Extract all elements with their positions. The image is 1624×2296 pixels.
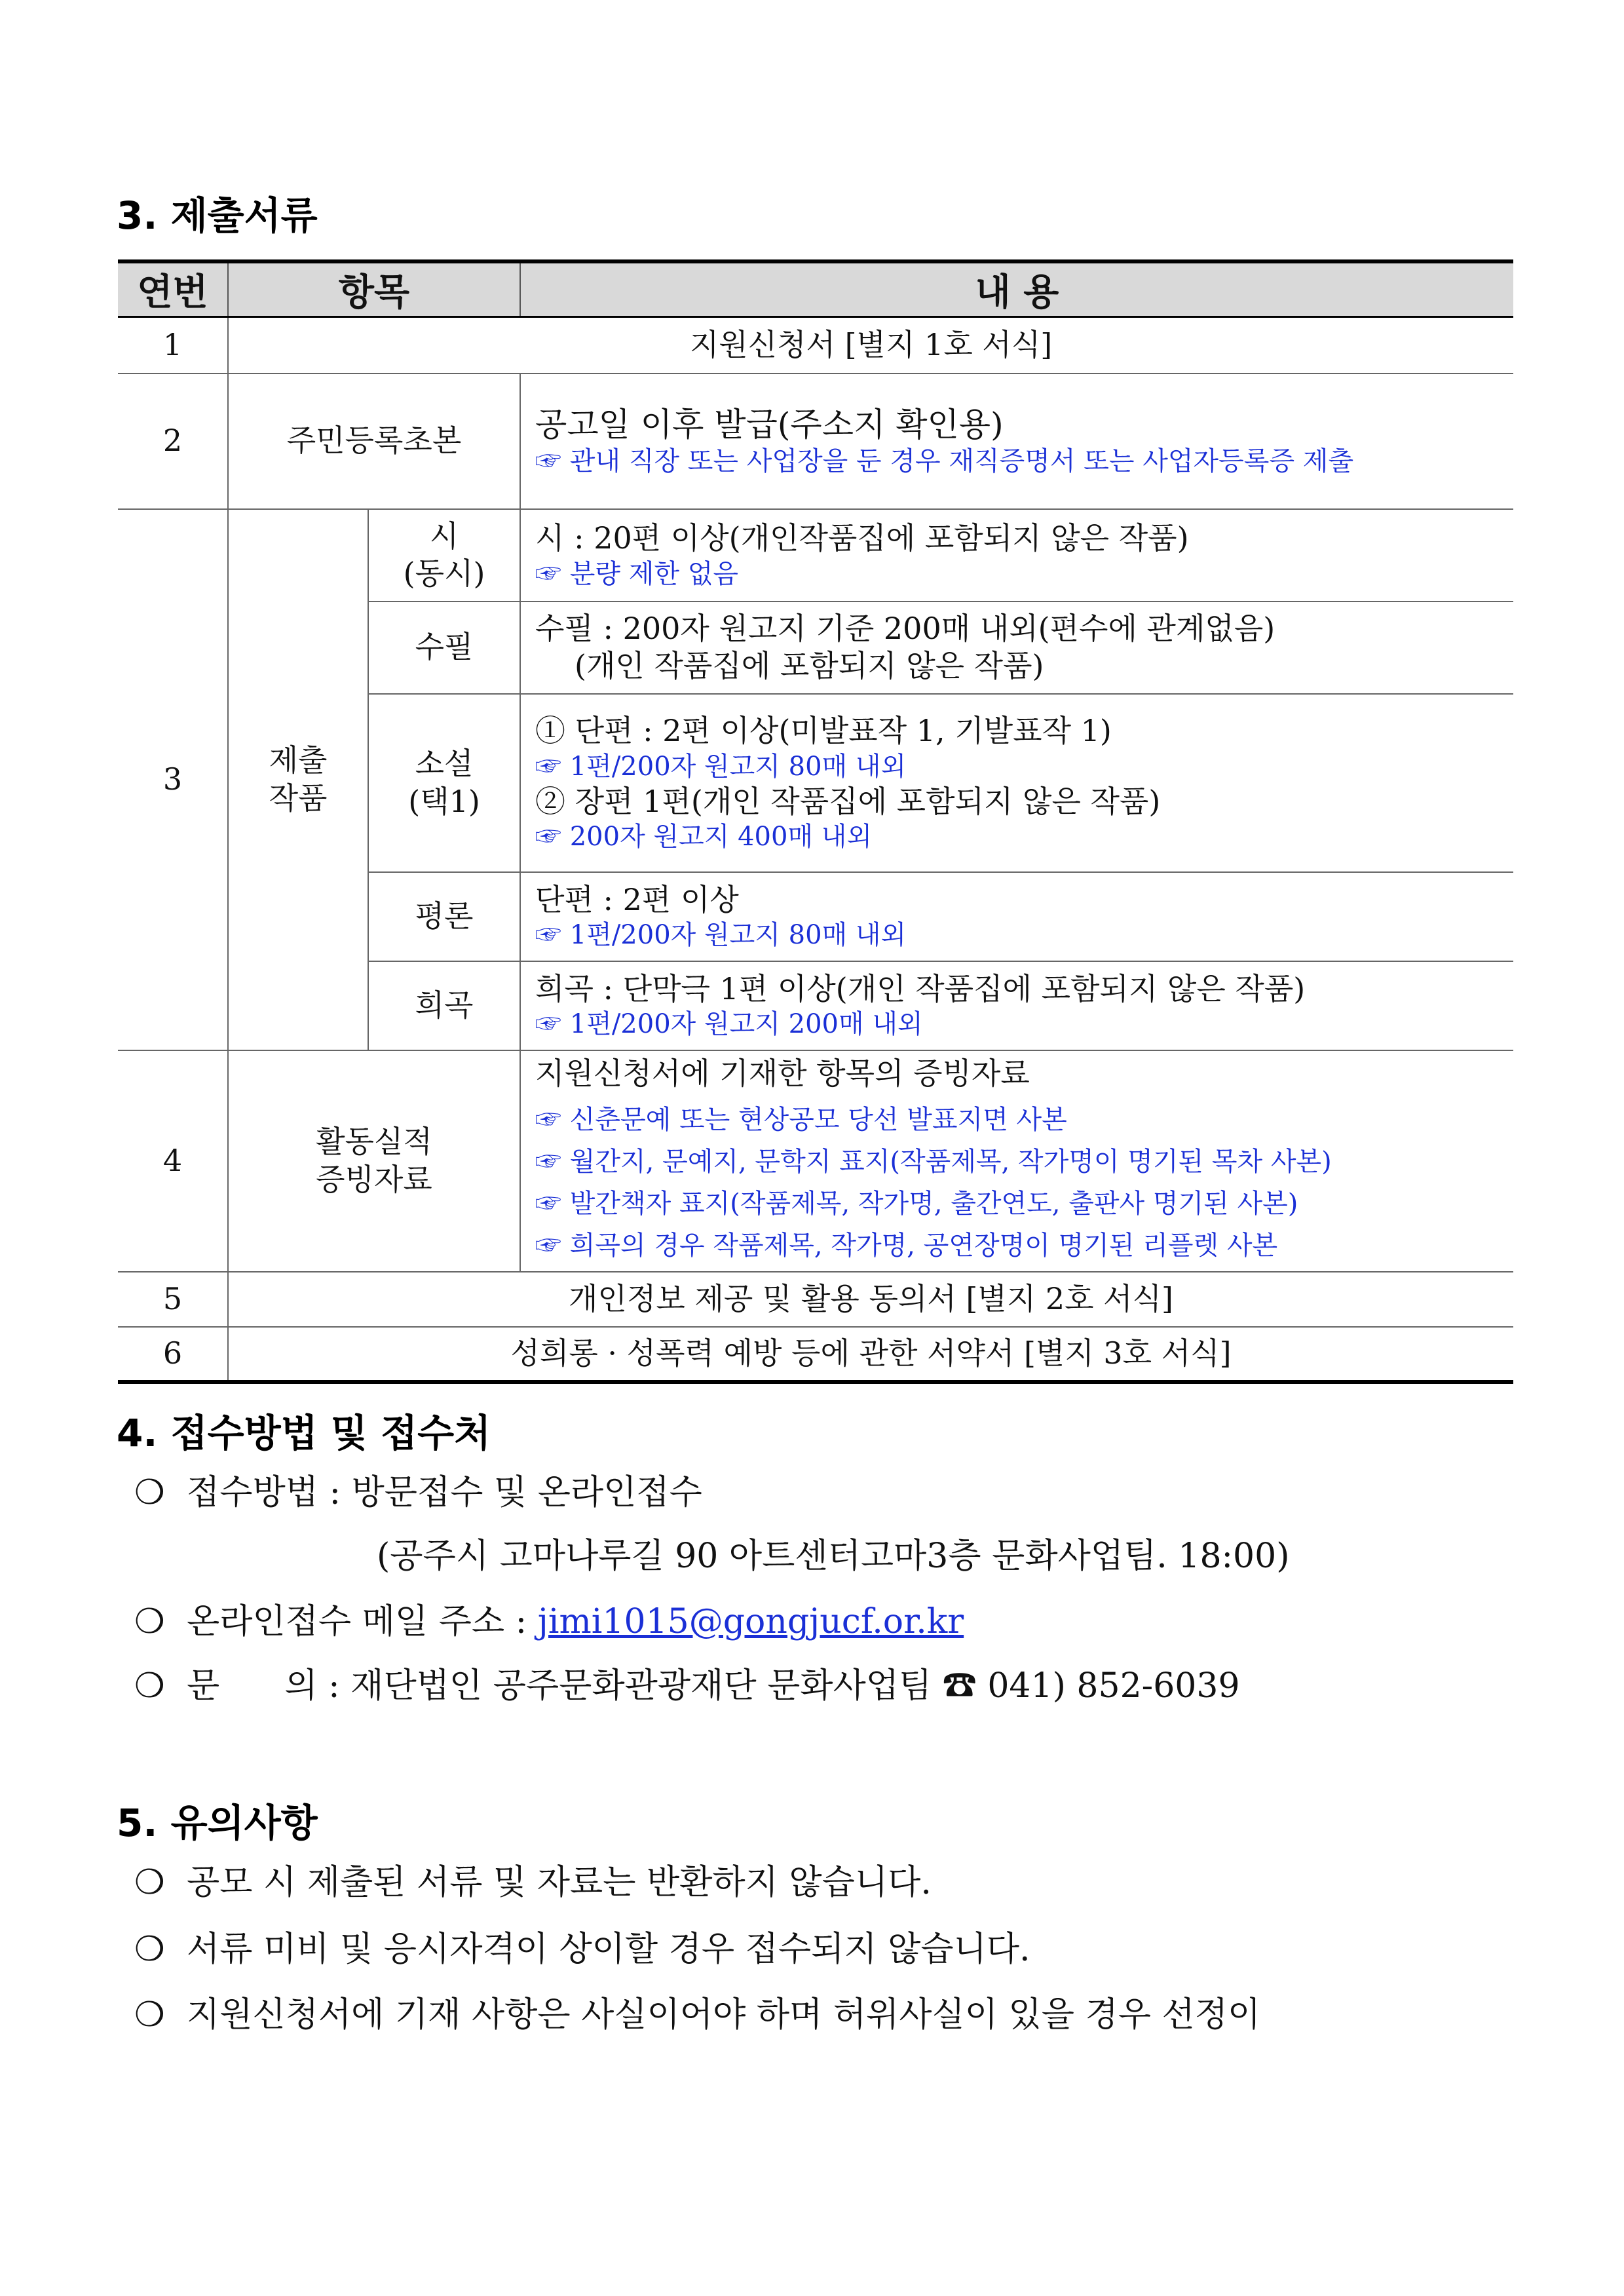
- sub-item-drama: 희곡: [368, 961, 520, 1050]
- table-row: [118, 317, 1513, 373]
- content-note: ☞ 희곡의 경우 작품제목, 작가명, 공연장명이 명기된 리플렛 사본: [535, 1231, 1278, 1261]
- notice-text: 서류 미비 및 응시자격이 상이할 경우 접수되지 않습니다.: [187, 1930, 1030, 1969]
- section-3-title: 3. 제출서류: [117, 193, 318, 238]
- sub-item-label: 시: [429, 518, 459, 554]
- content-line: (개인 작품집에 포함되지 않은 작품): [575, 648, 1044, 683]
- table-row: [118, 373, 1513, 509]
- row-content: 개인정보 제공 및 활용 동의서 [별지 2호 서식]: [228, 1272, 1513, 1327]
- notice-text: 공모 시 제출된 서류 및 자료는 반환하지 않습니다.: [187, 1863, 932, 1902]
- content-line: 공고일 이후 발급(주소지 확인용): [535, 405, 1004, 444]
- table-row: [118, 509, 1513, 602]
- content-note: ☞ 분량 제한 없음: [535, 558, 738, 589]
- content-line: 희곡 : 단막극 1편 이상(개인 작품집에 포함되지 않은 작품): [535, 970, 1306, 1006]
- notice-item: [134, 1987, 1260, 2036]
- row-no: 4: [118, 1050, 228, 1272]
- row-content: [520, 961, 1513, 1050]
- method-value: 방문접수 및 온라인접수: [351, 1473, 702, 1512]
- notice-item: [134, 1854, 932, 1904]
- inquiry-line: [134, 1658, 1240, 1707]
- row-no: 1: [118, 317, 228, 373]
- circle-bullet-icon: ❍: [134, 1930, 165, 1969]
- header-no: 연번: [118, 261, 228, 317]
- row-content: 성희롱 · 성폭력 예방 등에 관한 서약서 [별지 3호 서식]: [228, 1327, 1513, 1382]
- sub-item-poem: [368, 509, 520, 602]
- item-label: 활동실적: [316, 1124, 432, 1159]
- content-note: ☞ 200자 원고지 400매 내외: [535, 822, 873, 852]
- content-line: ① 단편 : 2편 이상(미발표작 1, 기발표작 1): [535, 713, 1112, 748]
- inquiry-label: 문 의 :: [187, 1666, 340, 1706]
- row-content: [520, 602, 1513, 694]
- section-4-title: 4. 접수방법 및 접수처: [117, 1411, 491, 1455]
- table-row: [118, 1050, 1513, 1272]
- email-line: [134, 1594, 964, 1643]
- header-content: 내 용: [520, 261, 1513, 317]
- sub-item-criticism: 평론: [368, 872, 520, 961]
- content-note: ☞ 1편/200자 원고지 200매 내외: [535, 1009, 923, 1040]
- content-note: ☞ 1편/200자 원고지 80매 내외: [535, 920, 907, 951]
- content-line: 수필 : 200자 원고지 기준 200매 내외(편수에 관계없음): [535, 610, 1275, 646]
- circle-bullet-icon: ❍: [134, 1602, 165, 1641]
- table-row: [118, 1272, 1513, 1327]
- content-line: ② 장편 1편(개인 작품집에 포함되지 않은 작품): [535, 783, 1161, 819]
- content-note: ☞ 신춘문예 또는 현상공모 당선 발표지면 사본: [535, 1105, 1067, 1136]
- item-label: 증빙자료: [316, 1161, 432, 1197]
- sub-item-novel: [368, 694, 520, 872]
- content-line: 시 : 20편 이상(개인작품집에 포함되지 않은 작품): [535, 520, 1189, 556]
- row-no: 3: [118, 509, 228, 1050]
- table-header-row: [118, 261, 1513, 317]
- method-label: 접수방법 :: [187, 1473, 341, 1512]
- header-item: 항목: [228, 261, 520, 317]
- inquiry-value: 재단법인 공주문화관광재단 문화사업팀: [350, 1666, 932, 1706]
- row-item: [228, 1050, 520, 1272]
- row-content: [520, 1050, 1513, 1272]
- section-5-title: 5. 유의사항: [117, 1801, 318, 1845]
- circle-bullet-icon: ❍: [134, 1473, 165, 1512]
- circle-bullet-icon: ❍: [134, 1666, 165, 1706]
- method-line: [134, 1464, 702, 1514]
- group-label: 작품: [269, 780, 328, 816]
- content-note: ☞ 1편/200자 원고지 80매 내외: [535, 751, 907, 782]
- content-note: ☞ 발간책자 표지(작품제목, 작가명, 출간연도, 출판사 명기된 사본): [535, 1189, 1298, 1219]
- content-note: ☞ 월간지, 문예지, 문학지 표지(작품제목, 작가명이 명기된 목차 사본): [535, 1147, 1332, 1177]
- notice-text: 지원신청서에 기재 사항은 사실이어야 하며 허위사실이 있을 경우 선정이: [187, 1995, 1261, 2035]
- sub-item-label: (택1): [408, 783, 480, 819]
- row-item: 주민등록초본: [228, 373, 520, 509]
- circle-bullet-icon: ❍: [134, 1995, 165, 2035]
- row-content: 지원신청서 [별지 1호 서식]: [228, 317, 1513, 373]
- row-no: 5: [118, 1272, 228, 1327]
- row-no: 6: [118, 1327, 228, 1382]
- sub-item-label: 소설: [415, 746, 474, 781]
- table-row: [118, 1327, 1513, 1382]
- circle-bullet-icon: ❍: [134, 1863, 165, 1902]
- content-line: 지원신청서에 기재한 항목의 증빙자료: [535, 1055, 1030, 1091]
- phone-number: 041) 852-6039: [987, 1666, 1240, 1706]
- group-label: 제출: [269, 742, 328, 778]
- phone-icon: ☎: [942, 1666, 977, 1706]
- row-no: 2: [118, 373, 228, 509]
- email-link[interactable]: jimi1015@gongjucf.or.kr: [537, 1602, 964, 1641]
- row-content: [520, 373, 1513, 509]
- documents-table: [118, 259, 1513, 1384]
- email-label: 온라인접수 메일 주소 :: [187, 1602, 527, 1641]
- row-content: [520, 509, 1513, 602]
- row-content: [520, 694, 1513, 872]
- notice-item: [134, 1921, 1030, 1970]
- content-line: 단편 : 2편 이상: [535, 881, 739, 917]
- row-content: [520, 872, 1513, 961]
- sub-item-label: (동시): [403, 556, 485, 591]
- sub-item-essay: 수필: [368, 602, 520, 694]
- address-line: (공주시 고마나루길 90 아트센터고마3층 문화사업팀. 18:00): [377, 1537, 1290, 1576]
- content-note: ☞ 관내 직장 또는 사업장을 둔 경우 재직증명서 또는 사업자등록증 제출: [535, 446, 1354, 477]
- row-item-group: [228, 509, 368, 1050]
